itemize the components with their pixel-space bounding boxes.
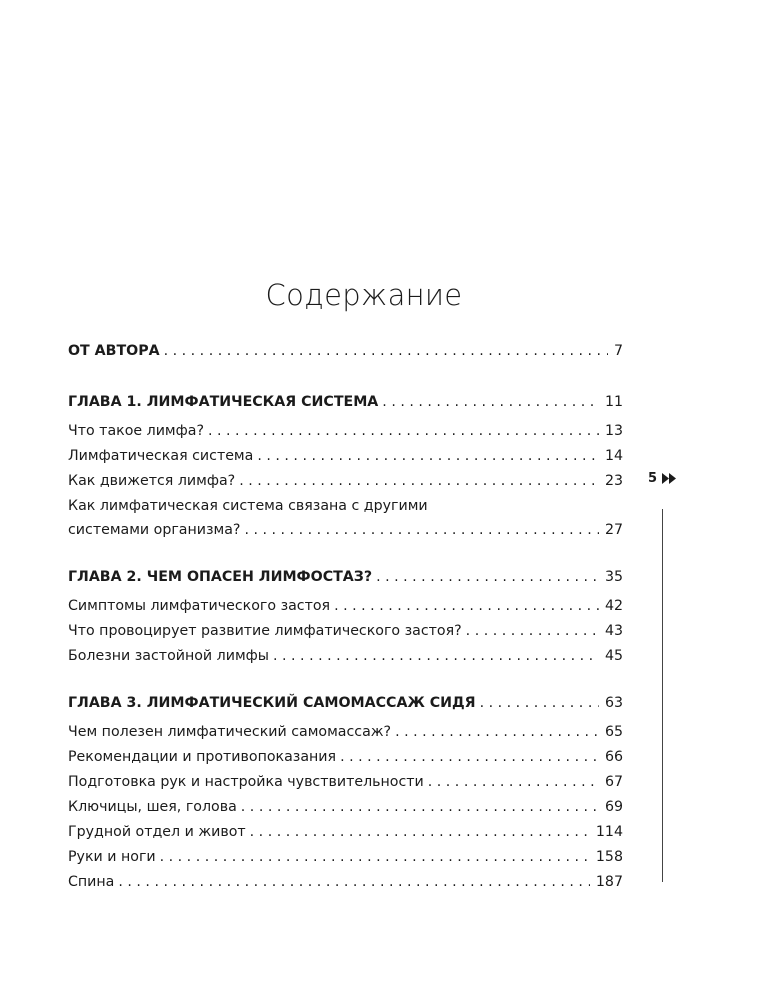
toc-leader-dots — [244, 519, 598, 541]
toc-entry-title: Подготовка рук и настройка чувствительности — [68, 774, 424, 790]
toc-entry-page: 43 — [604, 623, 623, 639]
toc-leader-dots — [382, 391, 599, 413]
toc-entry[interactable] — [68, 771, 623, 793]
toc-entry-page: 23 — [604, 473, 623, 489]
toc-entry-title: системами организма? — [68, 522, 241, 538]
toc-leader-dots — [241, 796, 599, 818]
toc-leader-dots — [395, 721, 599, 743]
toc-leader-dots — [376, 566, 599, 588]
toc-leader-dots — [428, 771, 599, 793]
toc-entry-title: Руки и ноги — [68, 849, 156, 865]
toc-leader-dots — [466, 620, 599, 642]
toc-entry-page: 67 — [604, 774, 623, 790]
toc-entry-from-author[interactable] — [68, 340, 623, 362]
toc-entry-title: Ключицы, шея, голова — [68, 799, 237, 815]
toc-leader-dots — [118, 871, 590, 893]
toc-leader-dots — [164, 340, 608, 362]
toc-leader-dots — [208, 420, 599, 442]
page-number: 5 — [648, 471, 658, 486]
toc-entry-title: Что провоцирует развитие лимфатического застоя? — [68, 623, 462, 639]
toc-leader-dots — [480, 692, 599, 714]
toc-entry[interactable] — [68, 746, 623, 768]
toc-entry[interactable] — [68, 595, 623, 617]
toc-entry-title: ГЛАВА 2. ЧЕМ ОПАСЕН ЛИМФОСТАЗ? — [68, 569, 373, 585]
toc-entry-title: ГЛАВА 3. ЛИМФАТИЧЕСКИЙ САМОМАССАЖ СИДЯ — [68, 695, 476, 711]
toc-entry[interactable] — [68, 645, 623, 667]
toc-leader-dots — [239, 470, 599, 492]
toc-leader-dots — [273, 645, 599, 667]
toc-leader-dots — [340, 746, 599, 768]
toc-entry[interactable] — [68, 620, 623, 642]
toc-entry-page: 45 — [604, 648, 623, 664]
double-play-arrow-icon — [662, 473, 676, 484]
page-number-marker — [648, 471, 676, 486]
toc-entry-page: 158 — [595, 849, 623, 865]
toc-entry-chapter-3[interactable] — [68, 692, 623, 714]
toc-entry-title: Спина — [68, 874, 115, 890]
toc-leader-dots — [257, 445, 599, 467]
toc-leader-dots — [250, 821, 590, 843]
page-title: Содержание — [265, 278, 463, 312]
toc-entry-title: Лимфатическая система — [68, 448, 254, 464]
toc-entry[interactable] — [68, 846, 623, 868]
toc-entry-page: 13 — [604, 423, 623, 439]
toc-entry-page: 42 — [604, 598, 623, 614]
toc-entry[interactable] — [68, 470, 623, 492]
toc-entry-page: 27 — [604, 522, 623, 538]
toc-entry-page: 14 — [604, 448, 623, 464]
toc-entry-chapter-2[interactable] — [68, 566, 623, 588]
toc-entry[interactable] — [68, 721, 623, 743]
toc-entry[interactable] — [68, 445, 623, 467]
toc-leader-dots — [160, 846, 590, 868]
toc-entry[interactable] — [68, 519, 623, 541]
toc-entry-first-line[interactable]: Как лимфатическая система связана с другими — [68, 498, 428, 514]
toc-entry-title: Болезни застойной лимфы — [68, 648, 269, 664]
toc-entry-page: 187 — [595, 874, 623, 890]
toc-entry-title: Что такое лимфа? — [68, 423, 204, 439]
toc-entry-title: ОТ АВТОРА — [68, 343, 160, 359]
toc-leader-dots — [334, 595, 599, 617]
toc-entry-page: 66 — [604, 749, 623, 765]
toc-entry-title: Грудной отдел и живот — [68, 824, 246, 840]
toc-entry-page: 7 — [613, 343, 623, 359]
toc-entry[interactable] — [68, 871, 623, 893]
toc-entry[interactable] — [68, 821, 623, 843]
toc-entry-page: 65 — [604, 724, 623, 740]
toc-entry[interactable] — [68, 420, 623, 442]
toc-entry-page: 63 — [604, 695, 623, 711]
toc-entry-title: Как движется лимфа? — [68, 473, 236, 489]
toc-entry-title: Симптомы лимфатического застоя — [68, 598, 331, 614]
toc-entry-title: Рекомендации и противопоказания — [68, 749, 337, 765]
toc-entry-page: 114 — [595, 824, 623, 840]
toc-entry-title: Чем полезен лимфатический самомассаж? — [68, 724, 392, 740]
margin-rule — [662, 509, 663, 882]
toc-entry-title: ГЛАВА 1. ЛИМФАТИЧЕСКАЯ СИСТЕМА — [68, 394, 379, 410]
toc-entry-chapter-1[interactable] — [68, 391, 623, 413]
toc-entry[interactable] — [68, 796, 623, 818]
toc-entry-page: 11 — [604, 394, 623, 410]
toc-entry-page: 35 — [604, 569, 623, 585]
toc-entry-page: 69 — [604, 799, 623, 815]
